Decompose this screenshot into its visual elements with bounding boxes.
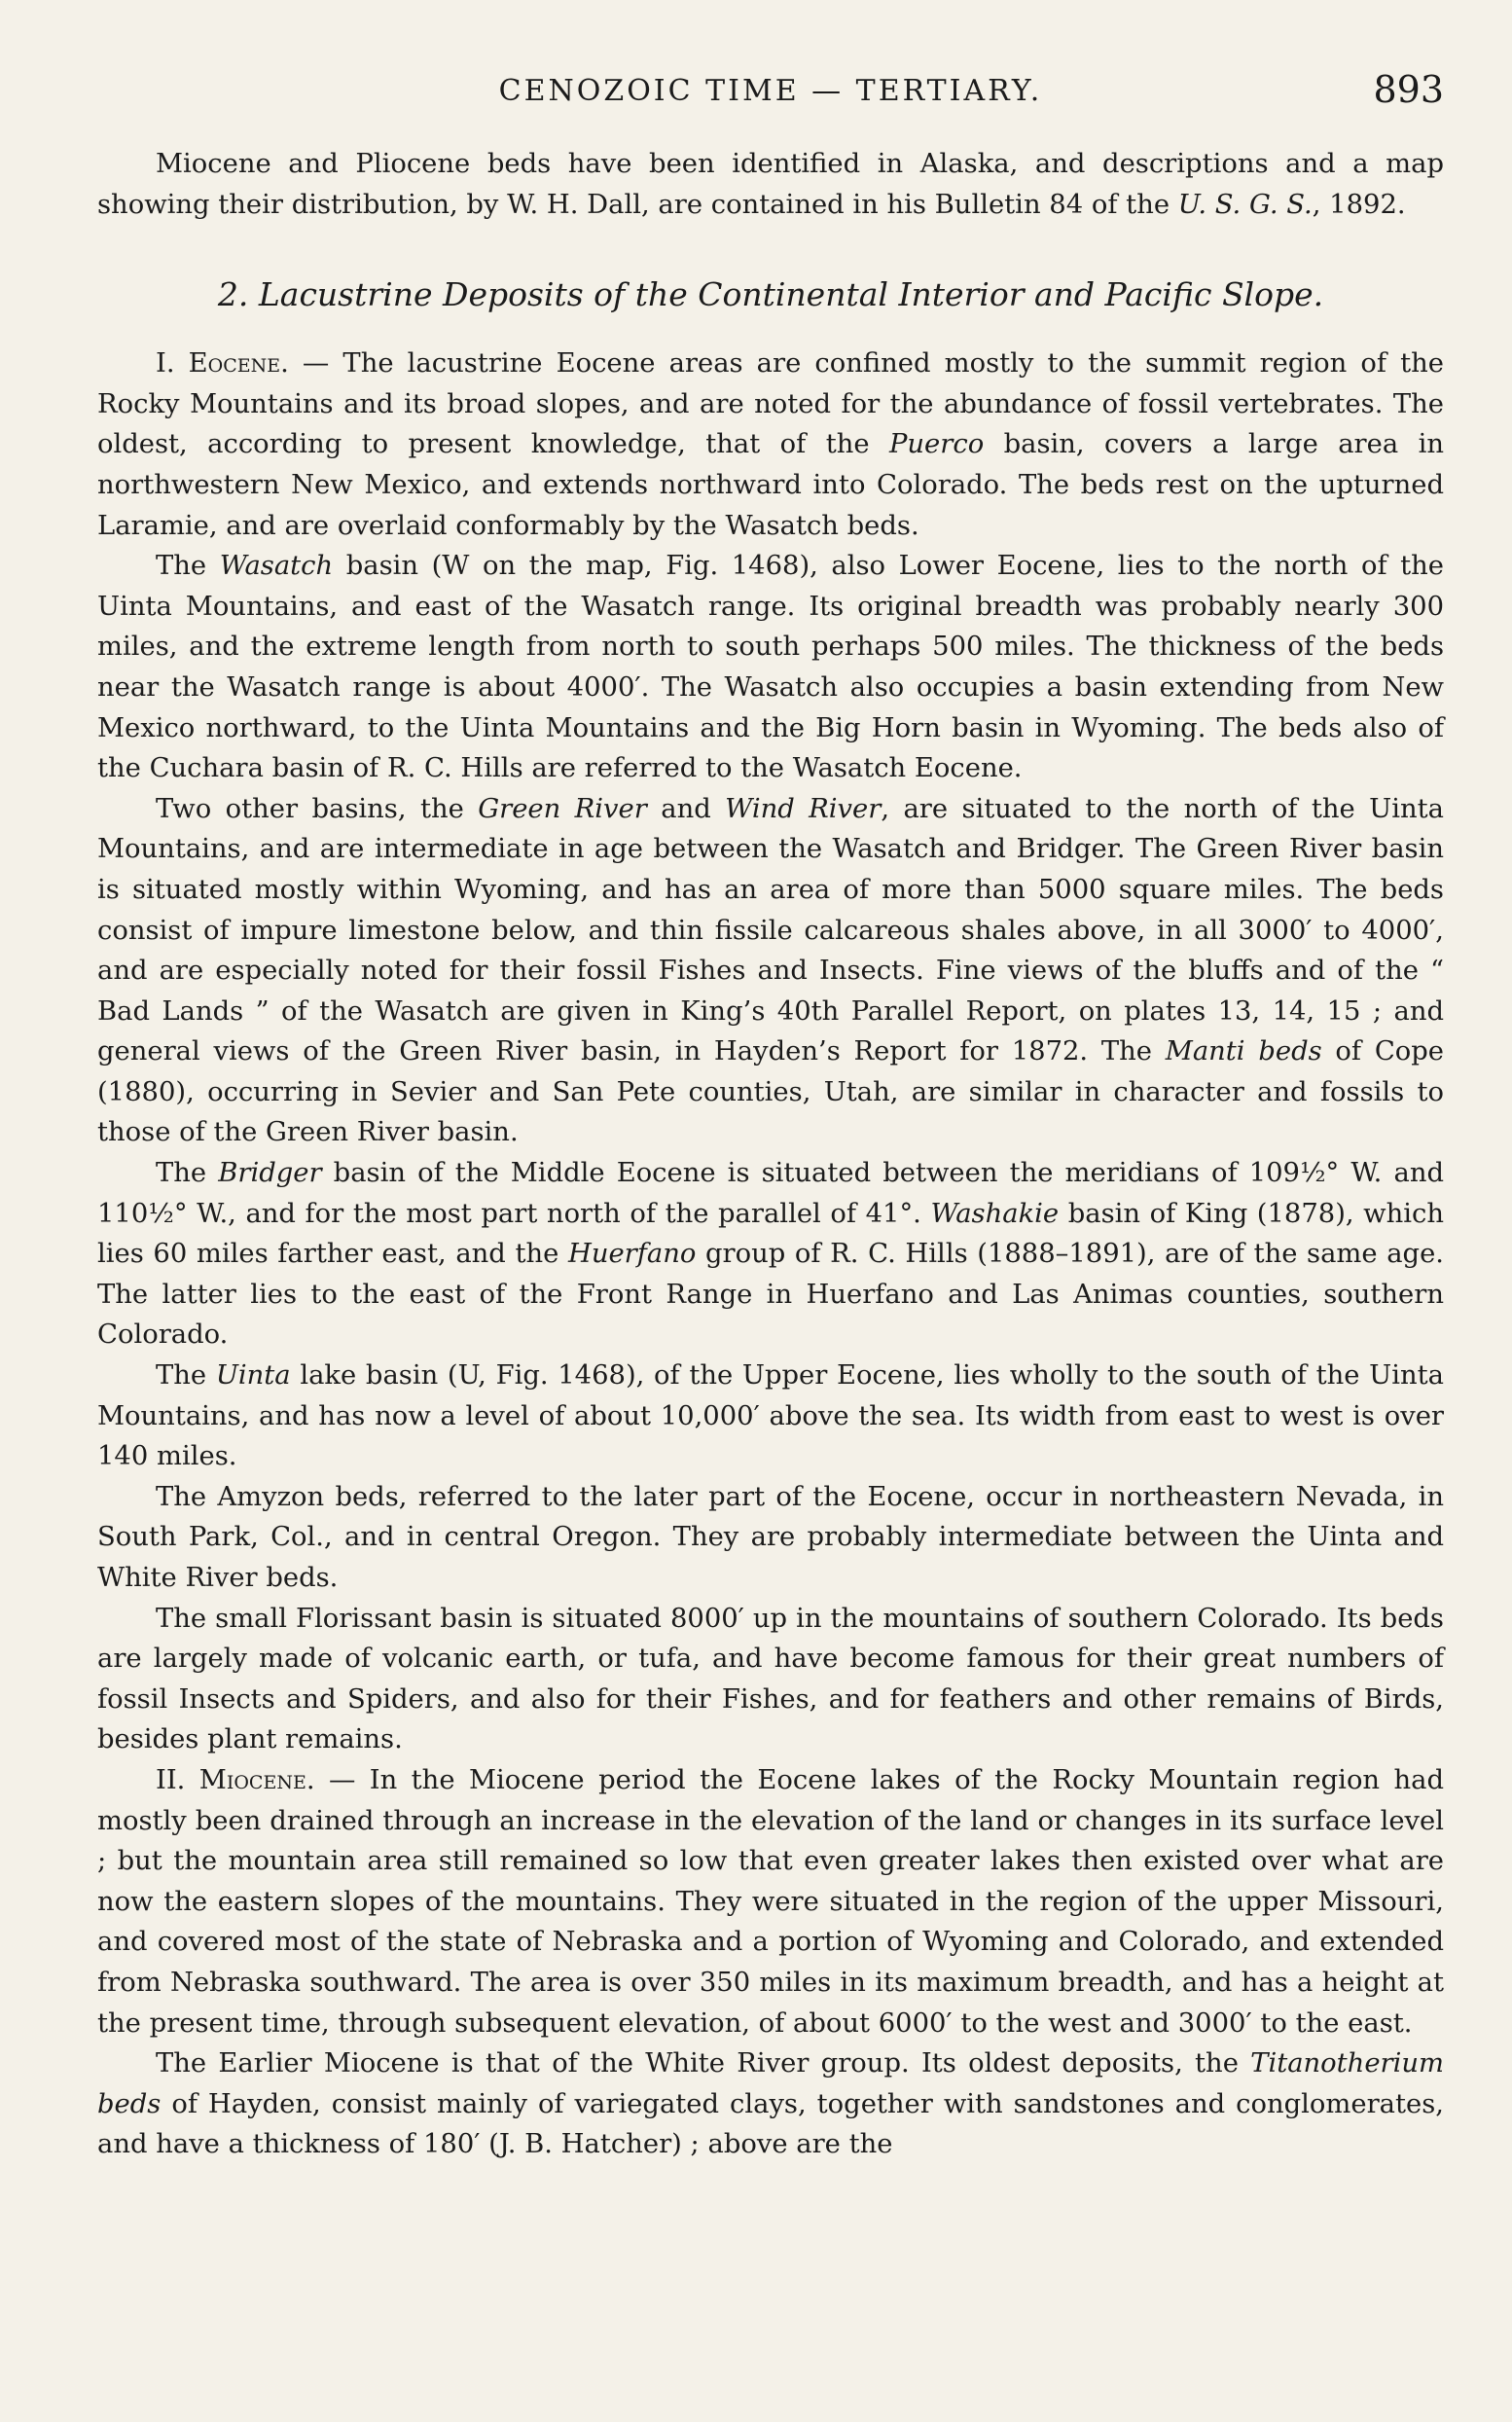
miocene-label: Miocene.	[198, 1764, 315, 1795]
paragraph-bridger: The Bridger basin of the Middle Eocene is situated between the meridians of 109½° W. and 110½° W., and for the most part north of the parallel of 41°. Washakie basin of King (1878), which lies 60 miles farther east, and the Huerfano group of R. C. Hills (1888–1891), are of the same age. The latter lies to the east of the Front Range in Huerfano and Las Animas counties, southern Colorado.	[97, 1158, 1445, 1351]
paragraph-eocene-intro: I. Eocene. — The lacustrine Eocene areas are confined mostly to the summit region of the Rocky Mountains and its broad slopes, and are noted for the abundance of fossil vertebrates. The oldest, according to present knowledge, that of the Puerco basin, covers a large area in northwestern New Mexico, and extends northward into Colorado. The beds rest on the upturned Laramie, and are overlaid conformably by the Wasatch beds.	[97, 348, 1444, 541]
running-head: CENOZOIC TIME — TERTIARY.	[498, 74, 1043, 108]
paragraph-white-river: The Earlier Miocene is that of the White River group. Its oldest deposits, the Titanotherium beds of Hayden, consist mainly of variegated clays, together with sandstones and conglomerates, and have a thickness of 180′ (J. B. Hatcher) ; above are the	[97, 2048, 1444, 2160]
paragraph-green-river: Two other basins, the Green River and Wind River, are situated to the north of the Uinta Mountains, and are intermediate in age between the Wasatch and Bridger. The Green River basin is situated mostly within Wyoming, and has an area of more than 5000 square miles. The beds consist of impure limestone below, and thin fissile calcareous shales above, in all 3000′ to 4000′, and are especially noted for their fossil Fishes and Insects. Fine views of the bluffs and of the “ Bad Lands ” of the Wasatch are given in King’s 40th Parallel Report, on plates 13, 14, 15 ; and general views of the Green River basin, in Hayden’s Report for 1872. The Manti beds of Cope (1880), occurring in Sevier and San Pete counties, Utah, are similar in character and fossils to those of the Green River basin.	[97, 793, 1445, 1148]
section-heading: 2. Lacustrine Deposits of the Continental Interior and Pacific Slope.	[217, 275, 1324, 314]
usgs-abbrev: U. S. G. S.	[1177, 189, 1313, 220]
paragraph-alaska: Miocene and Pliocene beds have been identified in Alaska, and descriptions and a map showing their distribution, by W. H. Dall, are contained in his Bulletin 84 of the U. S. G. S., 1892.	[97, 149, 1444, 220]
paragraph-wasatch: The Wasatch basin (W on the map, Fig. 1468), also Lower Eocene, lies to the north of the Uinta Mountains, and east of the Wasatch range. Its original breadth was probably nearly 300 miles, and the extreme length from north to south perhaps 500 miles. The thickness of the beds near the Wasatch range is about 4000′. The Wasatch also occupies a basin extending from New Mexico northward, to the Uinta Mountains and the Big Horn basin in Wyoming. The beds also of the Cuchara basin of R. C. Hills are referred to the Wasatch Eocene.	[97, 551, 1445, 784]
page-header	[97, 68, 1444, 117]
paragraph-miocene-intro: II. Miocene. — In the Miocene period the Eocene lakes of the Rocky Mountain region had mostly been drained through an increase in the elevation of the land or changes in its surface level ; but the mountain area still remained so low that even greater lakes then existed over what are now the eastern slopes of the mountains. They were situated in the region of the upper Missouri, and covered most of the state of Nebraska and a portion of Wyoming and Colorado, and extended from Nebraska southward. The area is over 350 miles in its maximum breadth, and has a height at the present time, through subsequent elevation, of about 6000′ to the west and 3000′ to the east.	[97, 1764, 1444, 2039]
eocene-label: Eocene.	[188, 348, 289, 380]
page-body	[97, 144, 1444, 2165]
paragraph-amyzon: The Amyzon beds, referred to the later part of the Eocene, occur in northeastern Nevada, in South Park, Col., and in central Oregon. They are probably intermediate between the Uinta and White River beds.	[97, 1481, 1444, 1593]
paragraph-florissant: The small Florissant basin is situated 8000′ up in the mountains of southern Colorado. Its beds are largely made of volcanic earth, or tufa, and have become famous for their great numbers of fossil Insects and Spiders, and also for their Fishes, and for feathers and other remains of Birds, besides plant remains.	[97, 1603, 1444, 1755]
paragraph-uinta: The Uinta lake basin (U, Fig. 1468), of the Upper Eocene, lies wholly to the south of the Uinta Mountains, and has now a level of about 10,000′ above the sea. Its width from east to west is over 140 miles.	[97, 1360, 1444, 1472]
page-number: 893	[1373, 68, 1444, 111]
